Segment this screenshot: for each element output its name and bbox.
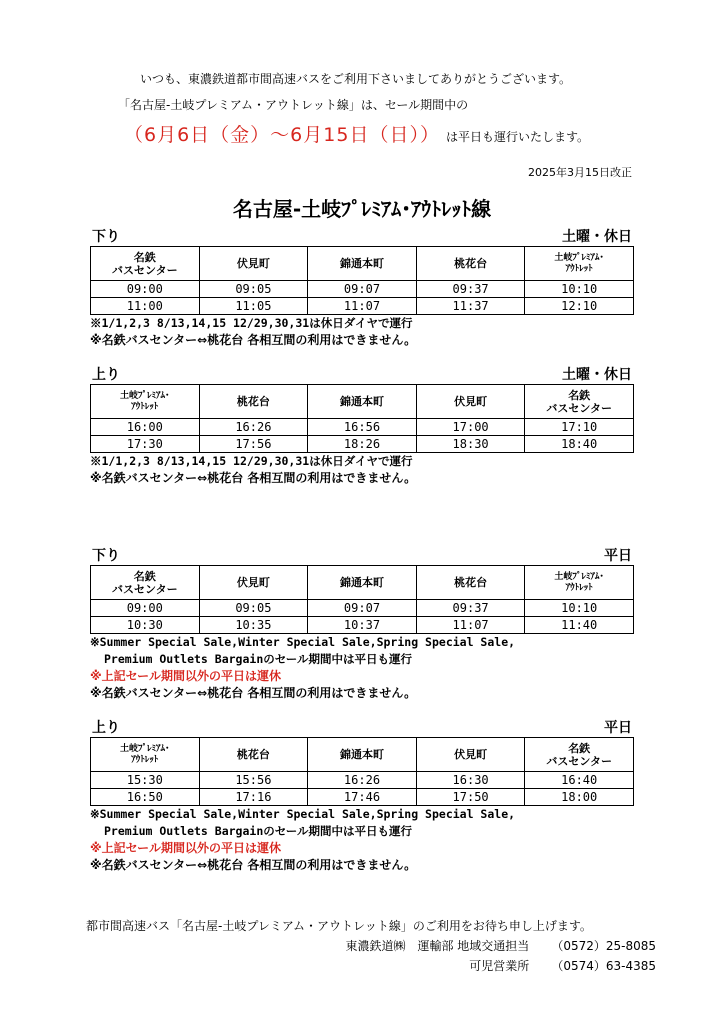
time-cell: 09:37 (416, 600, 525, 617)
office-name: 可児営業所 (469, 959, 530, 973)
timetable-section (90, 226, 634, 349)
stop-header: 桃花台 (199, 385, 308, 419)
intro-line-3 (124, 120, 589, 147)
stop-header: 土岐ﾌﾟﾚﾐｱﾑ･ ｱｳﾄﾚｯﾄ (91, 738, 200, 772)
time-cell: 10:10 (525, 281, 634, 298)
time-cell: 09:00 (91, 281, 200, 298)
stop-header: 名鉄 バスセンター (91, 566, 200, 600)
time-cell: 17:46 (308, 789, 417, 806)
stop-header: 桃花台 (416, 247, 525, 281)
time-cell: 16:56 (308, 419, 417, 436)
stop-header: 錦通本町 (308, 566, 417, 600)
time-cell: 09:37 (416, 281, 525, 298)
day-type-label: 土曜・休日 (562, 229, 632, 245)
note: Premium Outlets Bargainのセール期間中は平日も運行 (104, 652, 413, 666)
revision-date: 2025年3月15日改正 (528, 166, 632, 179)
time-cell: 11:07 (416, 617, 525, 634)
time-cell: 10:30 (91, 617, 200, 634)
table-row (91, 789, 634, 806)
stop-header: 名鉄 バスセンター (525, 738, 634, 772)
footer-contact-2 (469, 957, 656, 974)
time-cell: 09:00 (91, 600, 200, 617)
direction-label: 下り (92, 229, 120, 245)
stop-header: 錦通本町 (308, 738, 417, 772)
header-row (91, 247, 634, 281)
company-name: 東濃鉄道㈱ 運輸部 地域交通担当 (345, 939, 530, 953)
direction-label: 上り (92, 367, 120, 383)
section-header (90, 545, 634, 565)
note: ※1/1,2,3 8/13,14,15 12/29,30,31は休日ダイヤで運行 (90, 316, 413, 330)
time-cell: 10:37 (308, 617, 417, 634)
note: ※名鉄バスセンター⇔桃花台 各相互間の利用はできません。 (90, 471, 417, 485)
time-cell: 18:26 (308, 436, 417, 453)
note-warning: ※上記セール期間以外の平日は運休 (90, 841, 281, 855)
section-header (90, 226, 634, 246)
time-cell: 17:16 (199, 789, 308, 806)
stop-header: 錦通本町 (308, 247, 417, 281)
intro-line-1: いつも、東濃鉄道都市間高速バスをご利用下さいましてありがとうございます。 (140, 72, 572, 86)
timetable (90, 384, 634, 453)
stop-header: 桃花台 (199, 738, 308, 772)
timetable-section (90, 717, 634, 874)
section-header (90, 717, 634, 737)
time-cell: 17:10 (525, 419, 634, 436)
time-cell: 16:50 (91, 789, 200, 806)
stop-header: 土岐ﾌﾟﾚﾐｱﾑ･ ｱｳﾄﾚｯﾄ (525, 566, 634, 600)
stop-header: 伏見町 (416, 738, 525, 772)
stop-header: 名鉄 バスセンター (525, 385, 634, 419)
stop-header: 土岐ﾌﾟﾚﾐｱﾑ･ ｱｳﾄﾚｯﾄ (91, 385, 200, 419)
time-cell: 15:30 (91, 772, 200, 789)
time-cell: 09:07 (308, 600, 417, 617)
table-row (91, 419, 634, 436)
time-cell: 18:40 (525, 436, 634, 453)
time-cell: 12:10 (525, 298, 634, 315)
time-cell: 09:05 (199, 281, 308, 298)
header-row (91, 566, 634, 600)
table-row (91, 772, 634, 789)
day-type-label: 平日 (604, 720, 632, 736)
time-cell: 11:40 (525, 617, 634, 634)
time-cell: 09:05 (199, 600, 308, 617)
stop-header: 錦通本町 (308, 385, 417, 419)
footer-message: 都市間高速バス「名古屋-土岐プレミアム・アウトレット線」のご利用をお待ち申し上げます。 (86, 919, 592, 933)
table-row (91, 436, 634, 453)
note: ※Summer Special Sale,Winter Special Sale,Spring Special Sale, (90, 807, 516, 821)
time-cell: 17:56 (199, 436, 308, 453)
phone-number: （0574）63-4385 (551, 959, 656, 973)
timetable-section (90, 364, 634, 487)
stop-header: 伏見町 (199, 247, 308, 281)
time-cell: 16:26 (308, 772, 417, 789)
stop-header: 土岐ﾌﾟﾚﾐｱﾑ･ ｱｳﾄﾚｯﾄ (525, 247, 634, 281)
note: ※名鉄バスセンター⇔桃花台 各相互間の利用はできません。 (90, 686, 417, 700)
time-cell: 11:07 (308, 298, 417, 315)
note-warning: ※上記セール期間以外の平日は運休 (90, 669, 281, 683)
footer-contact-1 (345, 937, 656, 954)
time-cell: 18:00 (525, 789, 634, 806)
route-title: 名古屋-土岐ﾌﾟﾚﾐｱﾑ･ｱｳﾄﾚｯﾄ線 (232, 197, 492, 221)
time-cell: 09:07 (308, 281, 417, 298)
header-row (91, 738, 634, 772)
note: Premium Outlets Bargainのセール期間中は平日も運行 (104, 824, 413, 838)
time-cell: 17:00 (416, 419, 525, 436)
time-cell: 16:40 (525, 772, 634, 789)
timetable (90, 246, 634, 315)
time-cell: 18:30 (416, 436, 525, 453)
note: ※Summer Special Sale,Winter Special Sale,Spring Special Sale, (90, 635, 516, 649)
direction-label: 上り (92, 720, 120, 736)
timetable (90, 565, 634, 634)
direction-label: 下り (92, 548, 120, 564)
time-cell: 11:37 (416, 298, 525, 315)
time-cell: 17:30 (91, 436, 200, 453)
sale-period: （6月6日（金）〜6月15日（日）） (124, 124, 440, 146)
time-cell: 16:26 (199, 419, 308, 436)
time-cell: 17:50 (416, 789, 525, 806)
time-cell: 16:00 (91, 419, 200, 436)
time-cell: 16:30 (416, 772, 525, 789)
intro-tail: は平日も運行いたします。 (445, 130, 589, 144)
table-row (91, 281, 634, 298)
note: ※1/1,2,3 8/13,14,15 12/29,30,31は休日ダイヤで運行 (90, 454, 413, 468)
stop-header: 伏見町 (416, 385, 525, 419)
table-row (91, 600, 634, 617)
note: ※名鉄バスセンター⇔桃花台 各相互間の利用はできません。 (90, 858, 417, 872)
phone-number: （0572）25-8085 (551, 939, 656, 953)
table-row (91, 617, 634, 634)
time-cell: 10:35 (199, 617, 308, 634)
timetable-section (90, 545, 634, 702)
intro-line-2: 「名古屋-土岐プレミアム・アウトレット線」は、セール期間中の (118, 98, 469, 112)
timetable (90, 737, 634, 806)
time-cell: 11:05 (199, 298, 308, 315)
header-row (91, 385, 634, 419)
time-cell: 15:56 (199, 772, 308, 789)
time-cell: 10:10 (525, 600, 634, 617)
day-type-label: 平日 (604, 548, 632, 564)
note: ※名鉄バスセンター⇔桃花台 各相互間の利用はできません。 (90, 333, 417, 347)
stop-header: 桃花台 (416, 566, 525, 600)
time-cell: 11:00 (91, 298, 200, 315)
stop-header: 伏見町 (199, 566, 308, 600)
section-header (90, 364, 634, 384)
table-row (91, 298, 634, 315)
stop-header: 名鉄 バスセンター (91, 247, 200, 281)
day-type-label: 土曜・休日 (562, 367, 632, 383)
